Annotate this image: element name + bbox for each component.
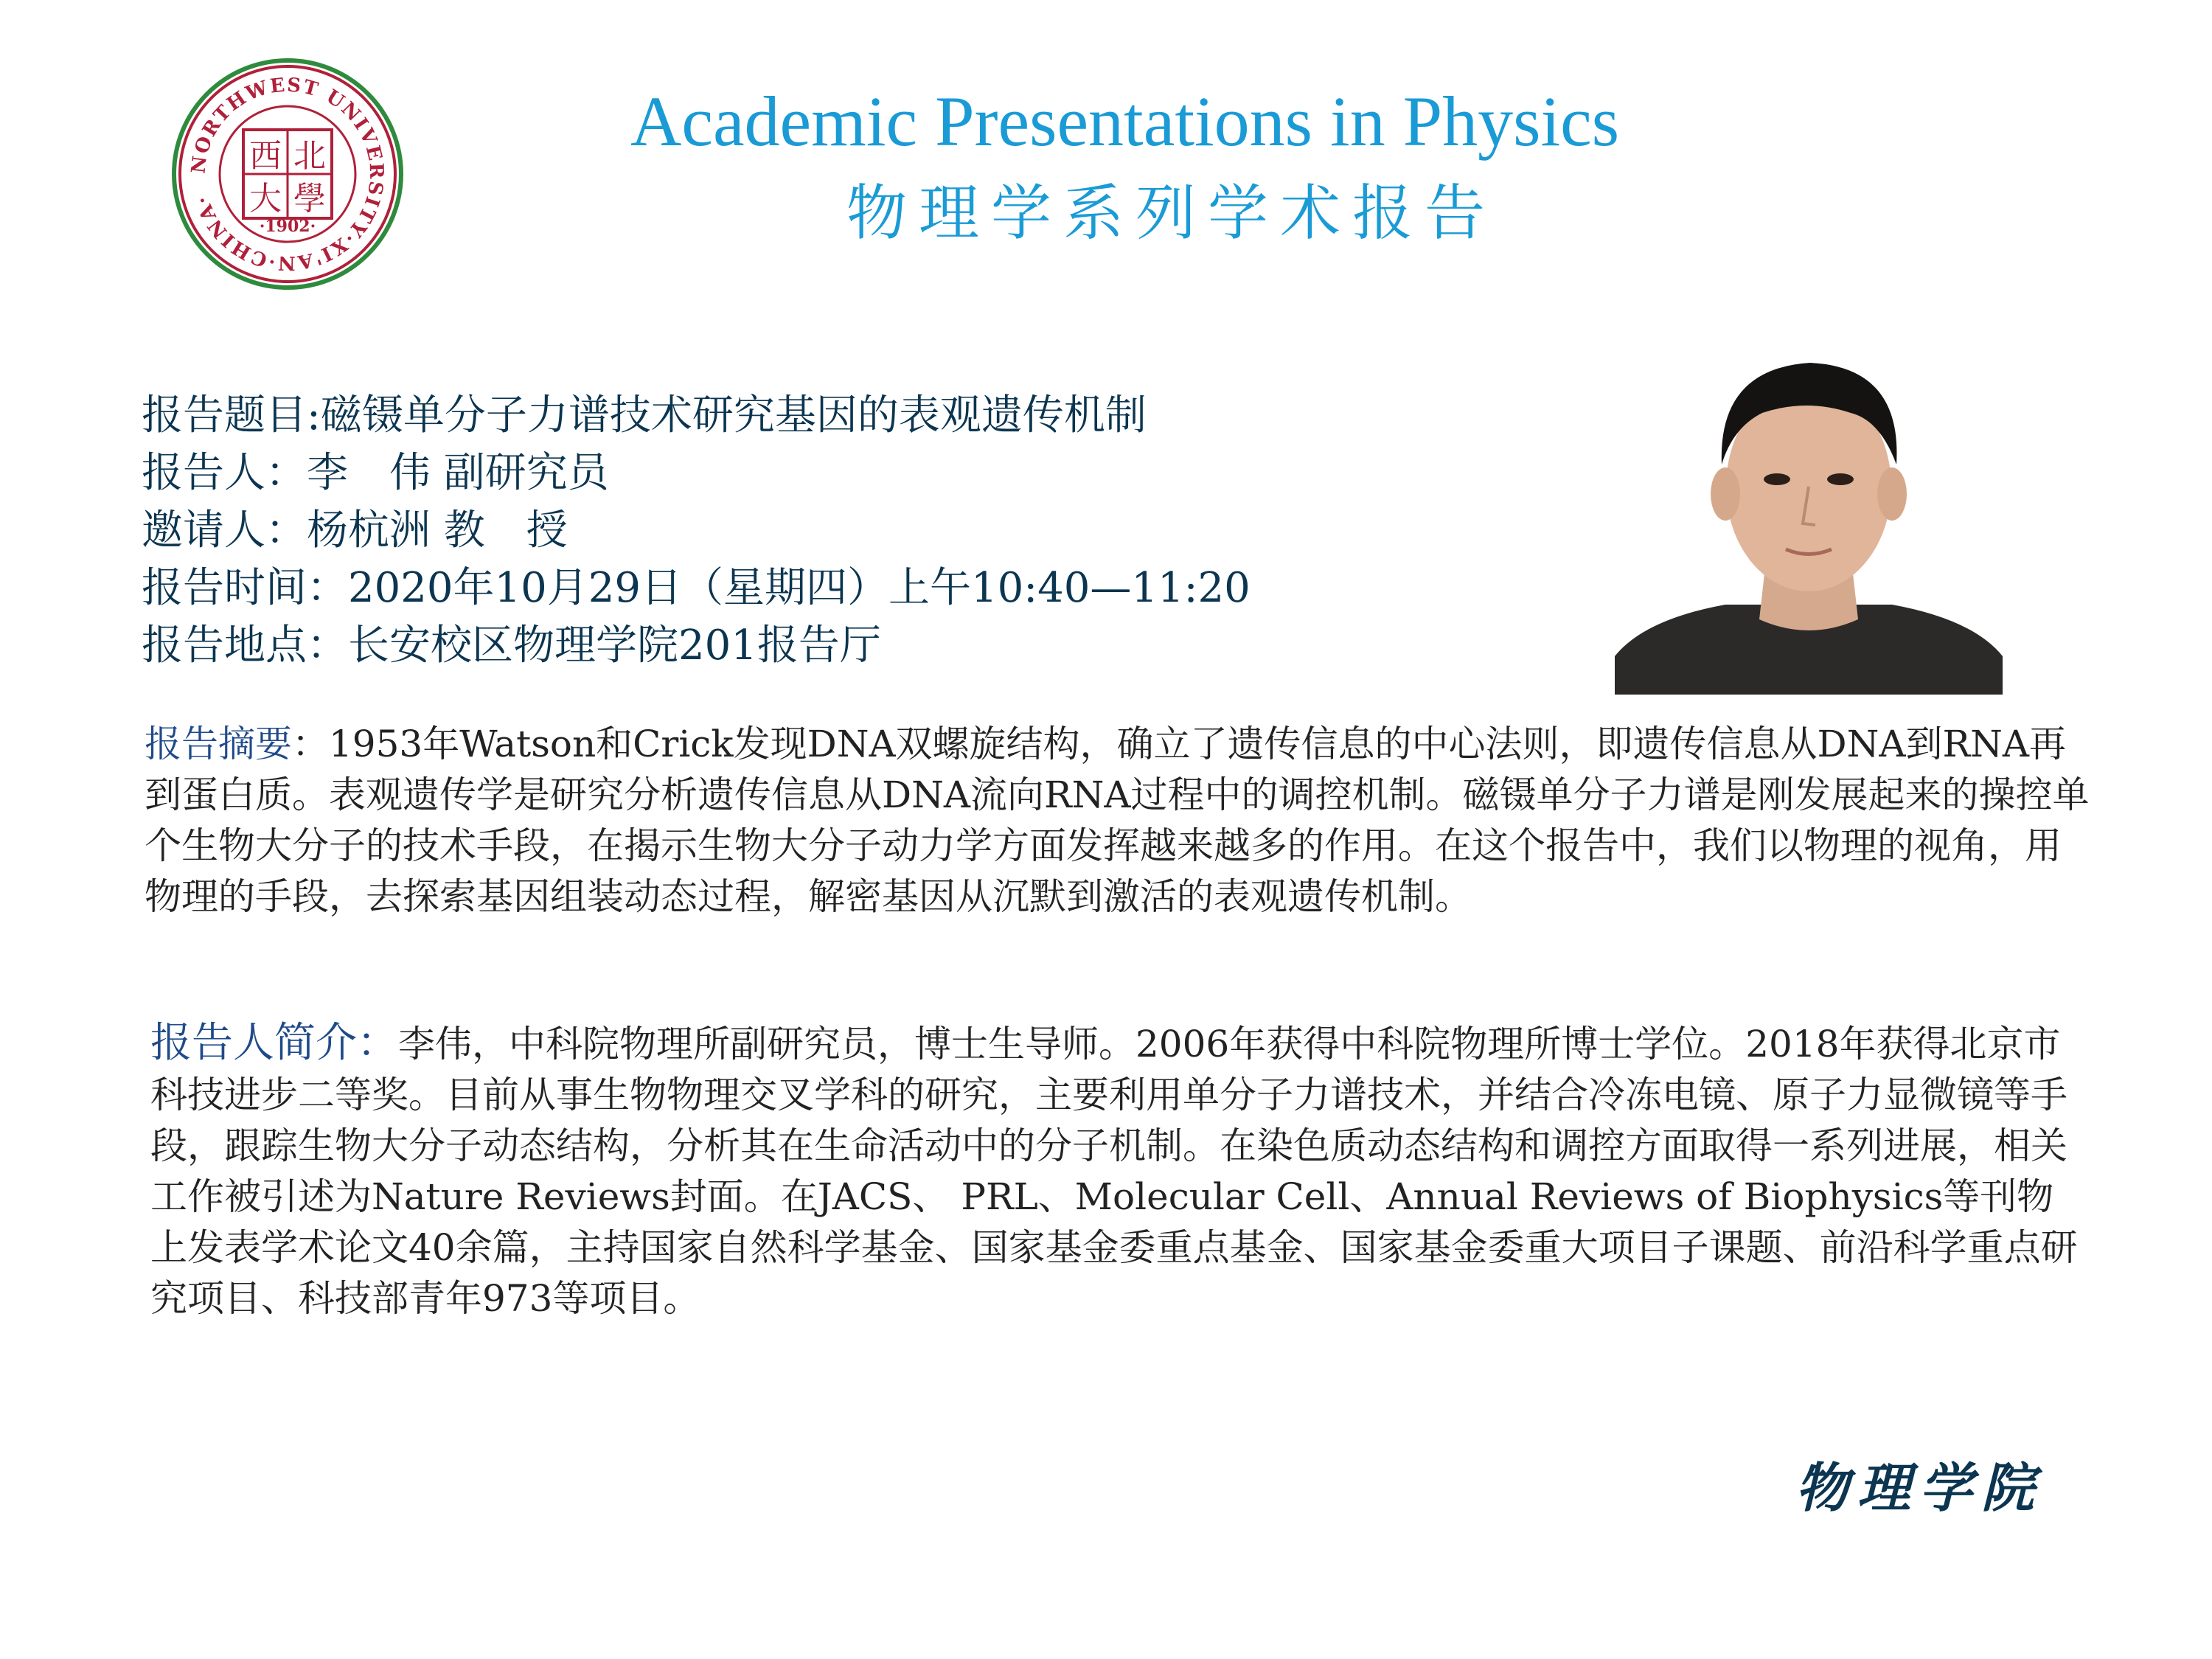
svg-text:西: 西 [249, 137, 282, 175]
talk-time: 报告时间：2020年10月29日（星期四）上午10:40—11:20 [142, 564, 1251, 612]
speaker-portrait [1615, 310, 2003, 695]
seal-year: ·1902· [259, 217, 316, 236]
talk-inviter: 邀请人：杨杭洲 教 授 [142, 507, 568, 554]
talk-speaker: 报告人：李 伟 副研究员 [142, 449, 609, 497]
svg-text:學: 學 [293, 180, 326, 218]
svg-text:北: 北 [293, 137, 326, 175]
bio-text: 李伟，中科院物理所副研究员，博士生导师。2006年获得中科院物理所博士学位。2018年获得北京市科技进步二等奖。目前从事生物物理交叉学科的研究，主要利用单分子力谱技术，并结合冷冻电镜、原子力显微镜等手段，跟踪生物大分子动态结构，分析其在生命活动中的分子机制。在染色质动态结构和调控方面取得一系列进展，相关工作被引述为Nature Reviews封面。在JACS、 PRL、Molecular Cell、Annual Reviews of Biophysics等刊物上发表学术论文40余篇，主持国家自然科学基金、国家基金委重点基金、国家基金委重大项目子课题、前沿科学重点研究项目、科技部青年973等项目。 [150, 1023, 2078, 1320]
abstract-section [145, 719, 2091, 922]
title-chinese: 物理学系列学术报告 [846, 178, 1498, 248]
university-seal-icon [171, 58, 404, 291]
bio-label: 报告人简介： [150, 1019, 398, 1067]
abstract-label: 报告摘要 [145, 723, 292, 765]
talk-topic: 报告题目:磁镊单分子力谱技术研究基因的表观遗传机制 [142, 392, 1147, 439]
speaker-bio-section [150, 1018, 2082, 1324]
title-english: Academic Presentations in Physics [630, 82, 1620, 161]
talk-place: 报告地点：长安校区物理学院201报告厅 [142, 622, 881, 669]
svg-text:NORTHWEST UNIVERSITY·XI'AN·CHI: NORTHWEST UNIVERSITY·XI'AN·CHINA· [187, 74, 388, 274]
talk-info [142, 387, 1579, 675]
svg-text:大: 大 [249, 180, 282, 218]
footer-organization: 物理学院 [1795, 1456, 2044, 1519]
abstract-text: ：1953年Watson和Crick发现DNA双螺旋结构，确立了遗传信息的中心法则，即遗传信息从DNA到RNA再到蛋白质。表观遗传学是研究分析遗传信息从DNA流向RNA过程中的调控机制。磁镊单分子力谱是刚发展起来的操控单个生物大分子的技术手段，在揭示生物大分子动力学方面发挥越来越多的作用。在这个报告中，我们以物理的视角，用物理的手段，去探索基因组装动态过程，解密基因从沉默到激活的表观遗传机制。 [145, 723, 2090, 918]
